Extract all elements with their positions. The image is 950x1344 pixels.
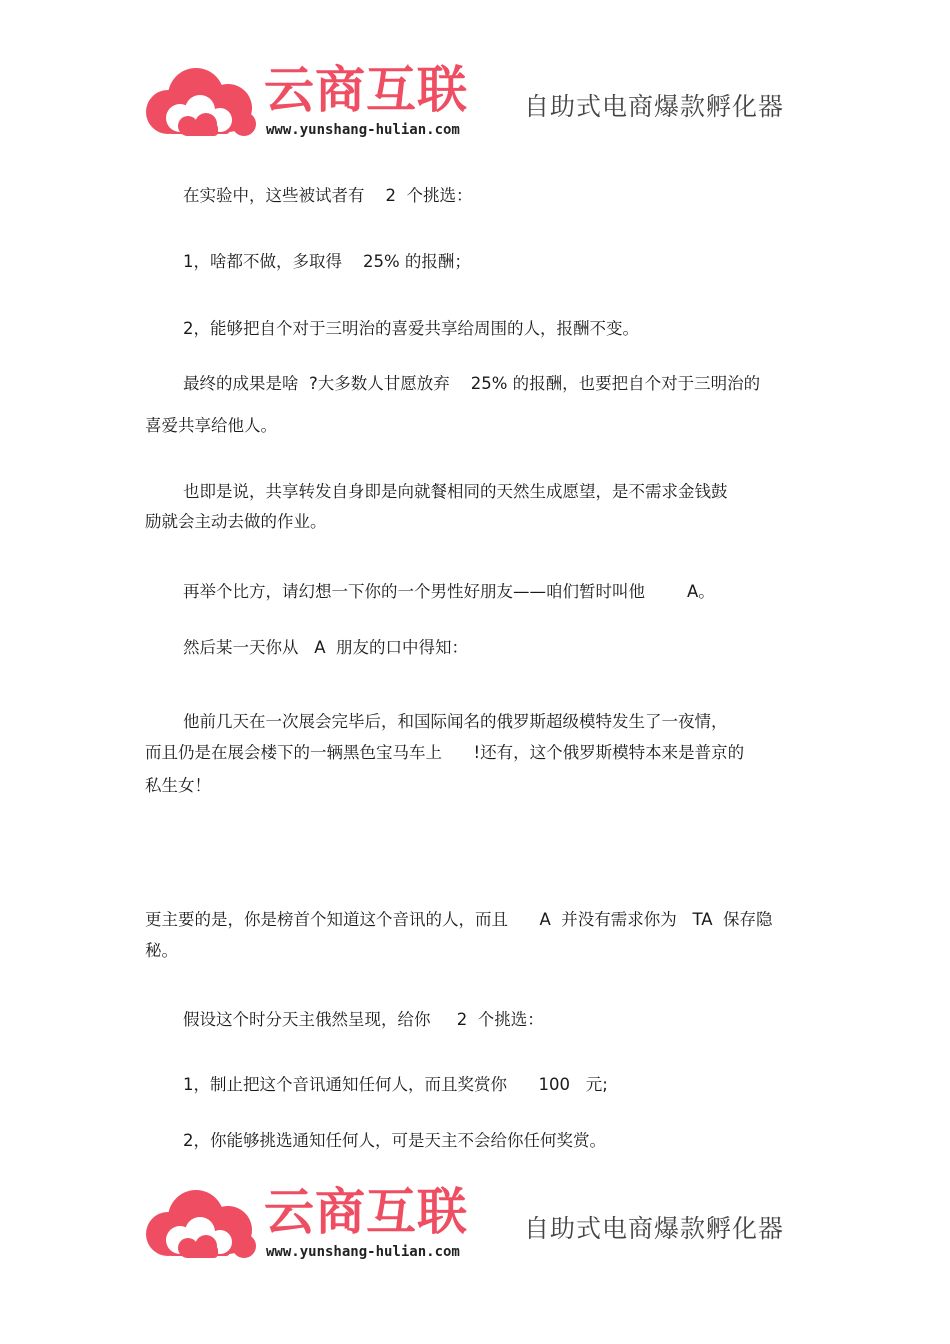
- brand-slogan: 自助式电商爆款孵化器: [524, 1214, 785, 1243]
- paragraph-line: 秘。: [145, 941, 178, 960]
- brand-name: 云商互联: [264, 61, 468, 119]
- paragraph-line: 喜爱共享给他人。: [145, 416, 277, 435]
- paragraph-line: 励就会主动去做的作业。: [145, 512, 327, 531]
- paragraph-line: 2，能够把自个对于三明治的喜爱共享给周围的人，报酬不变。: [183, 319, 639, 338]
- paragraph-line: 而且仍是在展会楼下的一辆黑色宝马车上 !还有，这个俄罗斯模特本来是普京的: [145, 743, 745, 762]
- cloud-logo-icon: [140, 1190, 258, 1262]
- paragraph-line: 假设这个时分天主俄然呈现，给你 2 个挑选：: [183, 1010, 544, 1029]
- paragraph-line: 最终的成果是啥 ?大多数人甘愿放弃 25% 的报酬，也要把自个对于三明治的: [183, 374, 761, 393]
- header-banner: [140, 61, 820, 148]
- paragraph-line: 2，你能够挑选通知任何人，可是天主不会给你任何奖赏。: [183, 1131, 606, 1150]
- paragraph-line: 他前几天在一次展会完毕后，和国际闻名的俄罗斯超级模特发生了一夜情，: [183, 712, 728, 731]
- paragraph-line: 然后某一天你从 A 朋友的口中得知：: [183, 638, 469, 657]
- brand-name: 云商互联: [264, 1183, 468, 1241]
- brand-url: www.yunshang-hulian.com: [266, 1244, 460, 1260]
- paragraph-line: 也即是说，共享转发自身即是向就餐相同的天然生成愿望，是不需求金钱鼓: [183, 482, 728, 501]
- brand-url: www.yunshang-hulian.com: [266, 122, 460, 138]
- paragraph-line: 再举个比方，请幻想一下你的一个男性好朋友——咱们暂时叫他 A。: [183, 582, 715, 601]
- paragraph-line: 1，制止把这个音讯通知任何人，而且奖赏你 100 元;: [183, 1075, 608, 1094]
- paragraph-line: 私生女！: [145, 776, 211, 795]
- paragraph-line: 1，啥都不做，多取得 25% 的报酬；: [183, 252, 471, 271]
- paragraph-line: 更主要的是，你是榜首个知道这个音讯的人，而且 A 并没有需求你为 TA 保存隐: [145, 910, 773, 929]
- cloud-logo-icon: [140, 68, 258, 140]
- brand-slogan: 自助式电商爆款孵化器: [524, 92, 785, 121]
- footer-banner: [140, 1183, 820, 1270]
- paragraph-line: 在实验中，这些被试者有 2 个挑选：: [183, 186, 473, 205]
